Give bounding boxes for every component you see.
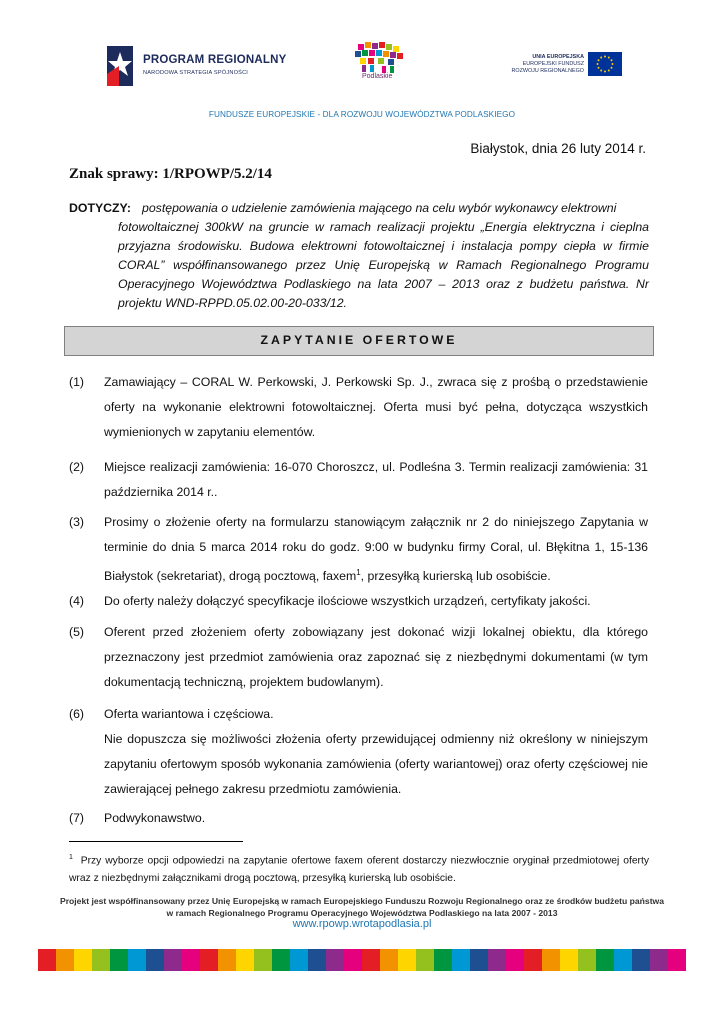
stripe-segment	[470, 949, 488, 971]
stripe-segment	[92, 949, 110, 971]
program-star-icon	[103, 44, 137, 88]
stripe-segment	[326, 949, 344, 971]
stripe-segment	[416, 949, 434, 971]
item-text: Do oferty należy dołączyć specyfikacje ilościowe wszystkich urządzeń, certyfikaty jakości.	[104, 594, 591, 608]
stripe-segment	[380, 949, 398, 971]
footer-cofinance	[0, 895, 724, 919]
stripe-segment	[362, 949, 380, 971]
footnote-text: Przy wyborze opcji odpowiedzi na zapytanie ofertowe faxem oferent dostarczy niezwłocznie oryginał przedmiotowej oferty wraz z niezbędnymi załącznikami drogą pocztową, przesyłką kurierską lub osobiście.	[69, 855, 649, 885]
stripe-segment	[542, 949, 560, 971]
footnote-mark: 1	[69, 854, 73, 861]
stripe-segment	[344, 949, 362, 971]
stripe-segment	[254, 949, 272, 971]
stripe-segment	[434, 949, 452, 971]
stripe-segment	[38, 949, 56, 971]
item-number: (5)	[69, 625, 85, 639]
eu-flag-icon	[588, 52, 622, 76]
footnote-divider	[69, 841, 243, 842]
stripe-segment	[236, 949, 254, 971]
footer-line2: w ramach Regionalnego Programu Operacyjnego Województwa Podlaskiego na lata 2007 - 2013	[166, 908, 558, 918]
item-text-part: Prosimy o złożenie oferty na formularzu stanowiącym załącznik nr 2 do niniejszego Zapytania w terminie do dnia 5 marca 2014 roku do godz. 9:00 w budynku firmy Coral, ul. Błękitna 1, 15-136 Białystok (sekretariat), drogą pocztową, faxem	[104, 515, 648, 584]
stripe-segment	[56, 949, 74, 971]
stripe-segment	[182, 949, 200, 971]
stripe-segment	[560, 949, 578, 971]
letter-date: Białystok, dnia 26 luty 2014 r.	[470, 141, 646, 156]
stripe-segment	[668, 949, 686, 971]
podlaskie-logo	[350, 40, 410, 90]
stripe-segment	[578, 949, 596, 971]
stripe-segment	[506, 949, 524, 971]
stripe-segment	[398, 949, 416, 971]
item-number: (3)	[69, 515, 85, 529]
document-title: ZAPYTANIE OFERTOWE	[260, 333, 458, 347]
item-heading: Oferta wariantowa i częściowa.	[104, 707, 274, 721]
item-number: (7)	[69, 811, 85, 825]
item-text: Oferent przed złożeniem oferty zobowiązany jest dokonać wizji lokalnej obiektu, dla którego przeznaczony jest przedmiot zamówienia oraz zapoznać się z niezbędnymi dokumentami (w tym dokumentacją techniczną, projektem budowlanym).	[104, 625, 648, 689]
case-number: Znak sprawy: 1/RPOWP/5.2/14	[69, 166, 272, 182]
stripe-segment	[650, 949, 668, 971]
item-paragraph: Nie dopuszcza się możliwości złożenia oferty przewidującej odmienny niż określony w niniejszym zapytaniu ofertowym sposób wykonania zamówienia (oferty wariantowej) oraz oferty częściowej nie zawierającej pełnego zakresu przedmiotu zamówienia.	[104, 732, 648, 796]
item-text	[104, 510, 648, 589]
eu-line1: UNIA EUROPEJSKA	[532, 54, 584, 60]
region-label: Podlaskie	[362, 73, 393, 80]
bison-mosaic-icon	[350, 40, 410, 74]
color-stripe	[38, 949, 686, 971]
stripe-segment	[164, 949, 182, 971]
stripe-segment	[128, 949, 146, 971]
regarding-rest: fotowoltaicznej 300kW na gruncie w ramach realizacji projektu „Energia elektryczna i cieplna przyjazna środowisku. Budowa elektrowni fotowoltaicznej i instalacja pompy ciepła w firmie CORAL” współfinansowanego przez Unię Europejską w Ramach Regionalnego Programu Operacyjnego Województwa Podlaskiego na lata 2007 – 2013 oraz z budżetu państwa. Nr projektu WND-RPPD.05.02.00-20-033/12.	[118, 220, 649, 310]
stripe-segment	[308, 949, 326, 971]
stripe-segment	[272, 949, 290, 971]
stripe-segment	[524, 949, 542, 971]
item-text-part: , przesyłką kurierską lub osobiście.	[360, 569, 551, 584]
eu-line2: EUROPEJSKI FUNDUSZ	[522, 61, 584, 67]
item-text: Zamawiający – CORAL W. Perkowski, J. Perkowski Sp. J., zwraca się z prośbą o przedstawienie oferty na wykonanie elektrowni fotowoltaicznej. Oferta musi być pełna, dotycząca wszystkich wymienionych w zapytaniu elementów.	[104, 375, 648, 439]
item-number: (1)	[69, 375, 85, 389]
stripe-segment	[200, 949, 218, 971]
stripe-segment	[614, 949, 632, 971]
stripe-segment	[74, 949, 92, 971]
stripe-segment	[146, 949, 164, 971]
program-title: PROGRAM REGIONALNY	[143, 54, 287, 66]
item-number: (4)	[69, 594, 85, 608]
footer-website-link[interactable]: www.rpowp.wrotapodlasia.pl	[292, 918, 432, 930]
eu-text-block	[492, 54, 584, 75]
footnote-reference[interactable]: 1	[356, 568, 361, 577]
stripe-segment	[290, 949, 308, 971]
item-text	[104, 702, 648, 802]
regarding-label: DOTYCZY:	[69, 201, 131, 215]
program-regionalny-logo	[103, 44, 293, 89]
title-box	[64, 326, 654, 356]
eu-line3: ROZWOJU REGIONALNEGO	[511, 68, 584, 74]
item-number: (6)	[69, 707, 85, 721]
footer-line1: Projekt jest współfinansowany przez Unię Europejską w ramach Europejskiego Funduszu Rozwoju Regionalnego oraz ze środków budżetu państwa	[59, 896, 665, 906]
stripe-segment	[218, 949, 236, 971]
stripe-segment	[632, 949, 650, 971]
footnote	[69, 849, 649, 888]
regarding-line1: postępowania o udzielenie zamówienia mającego na celu wybór wykonawcy elektrowni	[142, 201, 617, 215]
funds-banner: FUNDUSZE EUROPEJSKIE - DLA ROZWOJU WOJEWÓDZTWA PODLASKIEGO	[208, 110, 516, 119]
stripe-segment	[452, 949, 470, 971]
item-text: Miejsce realizacji zamówienia: 16-070 Choroszcz, ul. Podleśna 3. Termin realizacji zamówienia: 31 października 2014 r..	[104, 460, 648, 499]
regarding-text	[69, 199, 649, 313]
program-subtitle: NARODOWA STRATEGIA SPÓJNOŚCI	[143, 70, 249, 76]
stripe-segment	[596, 949, 614, 971]
item-number: (2)	[69, 460, 85, 474]
item-text: Podwykonawstwo.	[104, 811, 206, 825]
stripe-segment	[110, 949, 128, 971]
stripe-segment	[488, 949, 506, 971]
